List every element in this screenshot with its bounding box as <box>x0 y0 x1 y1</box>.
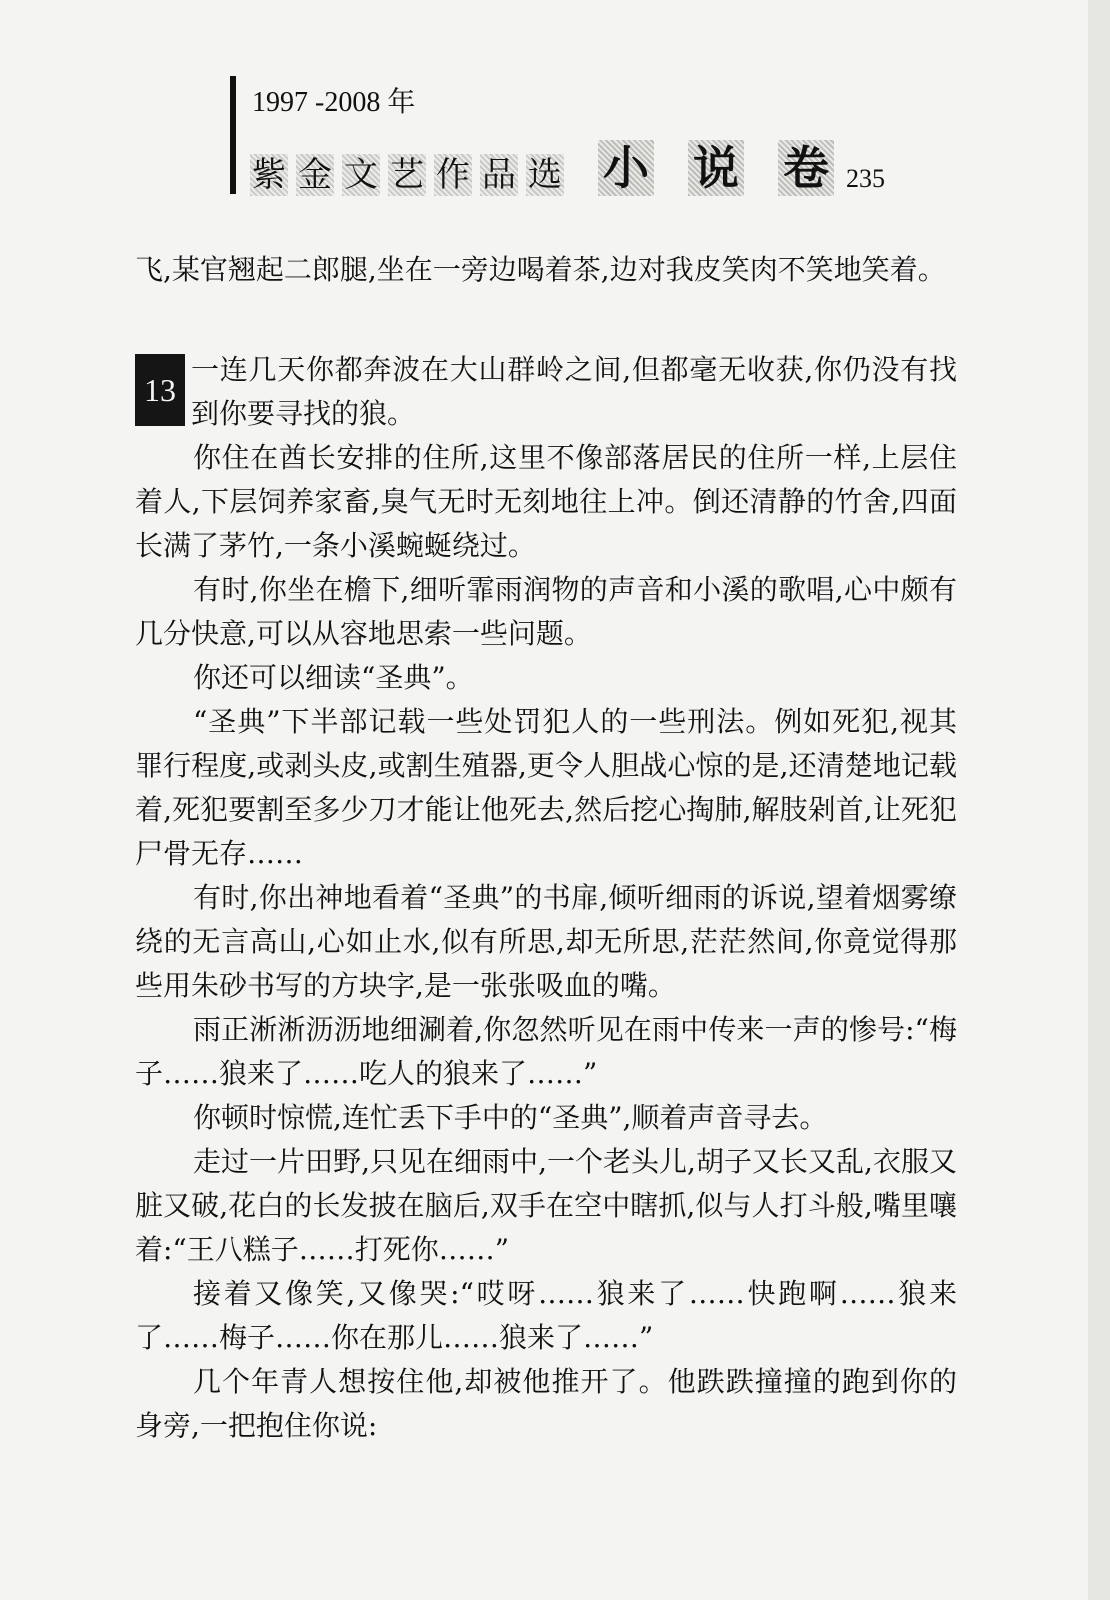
volume-title-char: 说 <box>688 140 744 196</box>
paragraph: 你还可以细读“圣典”。 <box>193 661 474 694</box>
paragraph: 有时,你出神地看着“圣典”的书扉,倾听细雨的诉说,望着烟雾缭绕的无言高山,心如止水,似有所思,却无所思,茫茫然间,你竟觉得那些用朱砂书写的方块字,是一张张吸血的嘴。 <box>135 881 957 1002</box>
volume-title-char: 卷 <box>778 140 834 196</box>
series-title-char: 文 <box>344 155 378 195</box>
series-title-char: 艺 <box>390 155 424 195</box>
paragraph: 飞,某官翘起二郎腿,坐在一旁边喝着茶,边对我皮笑肉不笑地笑着。 <box>135 253 946 286</box>
chapter-opening <box>135 348 957 436</box>
volume-title <box>598 140 840 196</box>
paragraph: 一连几天你都奔波在大山群岭之间,但都毫无收获,你仍没有找到你要寻找的狼。 <box>191 353 957 430</box>
series-title-char: 选 <box>528 155 562 195</box>
volume-title-char: 小 <box>598 140 654 196</box>
paragraph: 你住在酋长安排的住所,这里不像部落居民的住所一样,上层住着人,下层饲养家畜,臭气无时无刻地往上冲。倒还清静的竹舍,四面长满了茅竹,一条小溪蜿蜒绕过。 <box>135 441 957 562</box>
paragraph: 有时,你坐在檐下,细听霏雨润物的声音和小溪的歌唱,心中颇有几分快意,可以从容地思索一些问题。 <box>135 573 957 650</box>
section-gap <box>135 292 957 348</box>
header-vertical-rule <box>230 76 236 194</box>
series-title-char: 金 <box>298 155 332 195</box>
page-edge-shadow <box>1088 0 1110 1600</box>
paragraph: 几个年青人想按住他,却被他推开了。他跌跌撞撞的跑到你的身旁,一把抱住你说: <box>135 1365 957 1442</box>
paragraph: 你顿时惊慌,连忙丢下手中的“圣典”,顺着声音寻去。 <box>193 1101 828 1134</box>
series-title-char: 作 <box>436 155 470 195</box>
series-title-char: 品 <box>482 155 516 195</box>
paragraph: 走过一片田野,只见在细雨中,一个老头儿,胡子又长又乱,衣服又脏又破,花白的长发披在脑后,双手在空中瞎抓,似与人打斗般,嘴里嚷着:“王八糕子……打死你……” <box>135 1145 957 1266</box>
paragraph: 接着又像笑,又像哭:“哎呀……狼来了……快跑啊……狼来了……梅子……你在那儿……狼来了……” <box>135 1277 957 1354</box>
chapter-number-badge: 13 <box>135 354 185 426</box>
paragraph: 雨正淅淅沥沥地细涮着,你忽然听见在雨中传来一声的惨号:“梅子……狼来了……吃人的狼来了……” <box>135 1013 957 1090</box>
page-number: 235 <box>846 164 885 193</box>
running-header <box>250 140 885 196</box>
series-title-char: 紫 <box>252 155 286 195</box>
body-text <box>135 248 957 1448</box>
header-years: 1997 -2008 年 <box>252 87 416 118</box>
paragraph: “圣典”下半部记载一些处罚犯人的一些刑法。例如死犯,视其罪行程度,或剥头皮,或割生殖器,更令人胆战心惊的是,还清楚地记载着,死犯要割至多少刀才能让他死去,然后挖心掏肺,解肢剁首,让死犯尸骨无存…… <box>135 705 957 870</box>
